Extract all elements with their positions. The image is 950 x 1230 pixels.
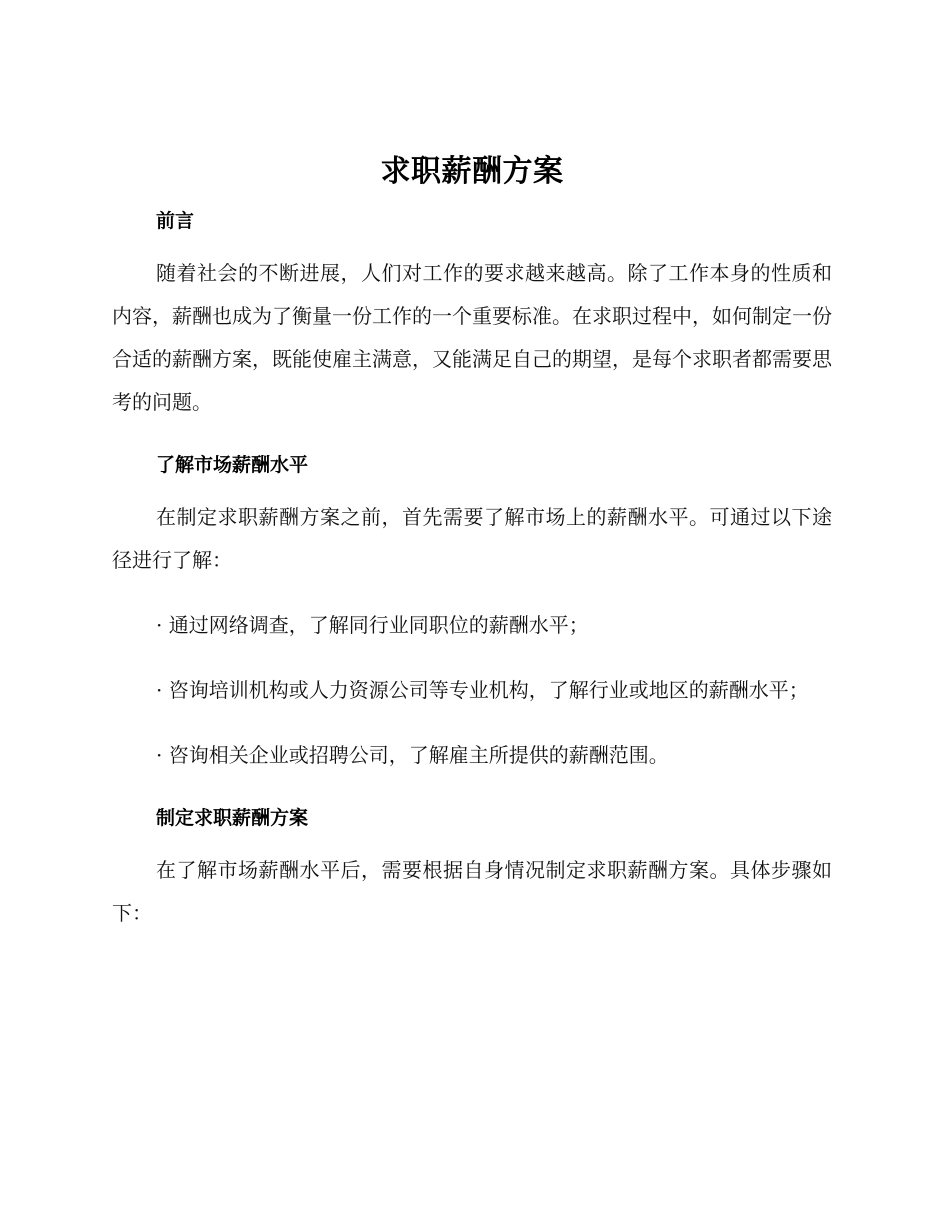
- document-title: 求职薪酬方案: [380, 154, 564, 189]
- list-item-market-1: · 通过网络调查，了解同行业同职位的薪酬水平；: [156, 613, 589, 637]
- document-page: [112, 150, 832, 935]
- section-heading-market: 了解市场薪酬水平: [156, 454, 309, 476]
- paragraph-market-intro: 在制定求职薪酬方案之前，首先需要了解市场上的薪酬水平。可通过以下途径进行了解：: [112, 505, 832, 572]
- paragraph-plan-intro: 在了解市场薪酬水平后，需要根据自身情况制定求职薪酬方案。具体步骤如下：: [112, 858, 832, 925]
- list-item-market-3: · 咨询相关企业或招聘公司，了解雇主所提供的薪酬范围。: [156, 743, 669, 767]
- paragraph-preface: 随着社会的不断进展，人们对工作的要求越来越高。除了工作本身的性质和内容，薪酬也成为了衡量一份工作的一个重要标准。在求职过程中，如何制定一份合适的薪酬方案，既能使雇主满意，又能满足自己的期望，是每个求职者都需要思考的问题。: [112, 261, 832, 414]
- section-heading-preface: 前言: [156, 210, 195, 232]
- list-item-market-2: · 咨询培训机构或人力资源公司等专业机构，了解行业或地区的薪酬水平；: [156, 678, 809, 702]
- section-heading-plan: 制定求职薪酬方案: [156, 807, 309, 829]
